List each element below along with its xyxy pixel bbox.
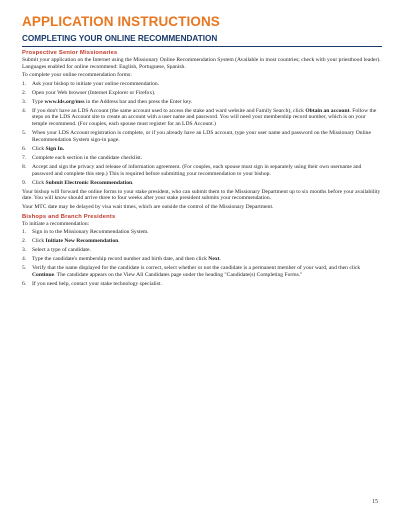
list-item-number: 7.: [22, 154, 27, 161]
list-item: [22, 180, 382, 187]
list-item-text-tail: .: [219, 255, 221, 262]
list-item-text: When your LDS Account registration is complete, or if you already have an LDS account, type your user name and password on the Missionary Online Recommendation System sign-in page.: [32, 130, 371, 143]
list-item-text: Complete each section in the candidate checklist.: [32, 154, 143, 161]
list-item-number: 1.: [22, 229, 27, 236]
list-item-text: Ask your bishop to initiate your online recommendation.: [32, 80, 160, 87]
list-item: [22, 99, 382, 106]
list-item-text-tail: . Follow the steps on the LDS Account site to create an account with a user name and password. You will need your membership record number, which is on your temple recommend. (For couples, each spouse must register for an LDS Account.): [32, 107, 377, 128]
list-item-number: 1.: [22, 80, 27, 87]
list-item: [22, 281, 382, 288]
list-item-text-tail: .: [132, 179, 134, 186]
list-item-emphasis: Next: [208, 255, 220, 262]
list-item-number: 5.: [22, 264, 27, 271]
list-item-text: Select a type of candidate.: [32, 246, 91, 253]
section-heading-missionaries: Prospective Senior Missionaries: [22, 50, 118, 56]
list-item-text: If you need help, contact your stake technology specialist.: [32, 280, 162, 287]
intro-paragraph: Submit your application on the Internet using the Missionary Online Recommendation System (Available in most countries; check with your priesthood leader). Languages enabled for online recommend: English, Portuguese, Spanish.: [22, 57, 381, 70]
list-item-number: 4.: [22, 107, 27, 114]
list-item-emphasis: Obtain an account: [305, 107, 350, 114]
list-item-number: 3.: [22, 98, 27, 105]
list-item-emphasis: Continue: [32, 271, 55, 278]
list-item-emphasis: www.lds.org/mss: [44, 98, 85, 105]
list-item-text: Click: [32, 145, 46, 152]
list-item-text: Click: [32, 179, 46, 186]
list-item-emphasis: Sign In.: [45, 145, 65, 152]
list-item-text-tail: .: [118, 238, 120, 245]
list-item-text: Type the candidate's membership record number and birth date, and then click: [32, 255, 209, 262]
list-item: [22, 247, 382, 254]
page: [22, 14, 382, 290]
list-item: [22, 130, 382, 144]
list-item-number: 6.: [22, 145, 27, 152]
list-item-number: 5.: [22, 130, 27, 137]
lead-paragraph: To complete your online recommendation forms:: [22, 72, 132, 79]
list-item-emphasis: Initiate New Recommendation: [45, 238, 119, 245]
list-item-text: Open your Web browser (Internet Explorer or Firefox).: [32, 89, 156, 96]
list-item: [22, 81, 382, 88]
list-item: [22, 155, 382, 162]
page-title: APPLICATION INSTRUCTIONS: [22, 14, 220, 29]
list-item-number: 2.: [22, 238, 27, 245]
list-item-text: Type: [32, 98, 45, 105]
list-item-emphasis: Submit Electronic Recommendation: [45, 179, 133, 186]
list-item-text: Click: [32, 238, 46, 245]
missionary-steps-list: [22, 81, 382, 187]
list-item-number: 2.: [22, 89, 27, 96]
list-item-text: Verify that the name displayed for the candidate is correct, select whether or not the candidate is a permanent member of your ward, and then click: [32, 264, 361, 271]
list-item: [22, 146, 382, 153]
list-item-text: Accept and sign the privacy and release of information agreement. (For couples, each spouse must sign in separately using their own username and password and complete this step.) This is required before submitting your recommendation to your bishop.: [32, 163, 362, 177]
page-number: 15: [372, 499, 378, 505]
bishop-steps-list: [22, 229, 382, 287]
list-item: [22, 229, 382, 236]
list-item-number: 9.: [22, 179, 27, 186]
closing-paragraph-2: Your MTC date may be delayed by visa wait times, which are outside the control of the Missionary Department.: [22, 203, 274, 210]
list-item-text-tail: in the Address bar and then press the Enter key.: [84, 98, 193, 105]
list-item: [22, 265, 382, 279]
list-item: [22, 108, 382, 129]
list-item-number: 4.: [22, 255, 27, 262]
list-item: [22, 238, 382, 245]
list-item-text: Sign in to the Missionary Recommendation System.: [32, 229, 149, 236]
list-item-text-tail: . The candidate appears on the View All Candidates page under the heading "Candidate(s) Completing Forms.": [54, 271, 303, 278]
list-item-number: 3.: [22, 246, 27, 253]
list-item-text: If you don't have an LDS Account (the same account used to access the stake and ward website and Family Search), click: [32, 107, 306, 114]
list-item-number: 8.: [22, 163, 27, 170]
page-subtitle: COMPLETING YOUR ONLINE RECOMMENDATION: [22, 34, 382, 47]
list-item: [22, 164, 382, 178]
list-item: [22, 90, 382, 97]
section-heading-bishops: Bishops and Branch Presidents: [22, 213, 116, 220]
list-item: [22, 256, 382, 263]
bishops-lead-paragraph: To initiate a recommendation:: [22, 220, 90, 227]
closing-paragraph-1: Your bishop will forward the online forms to your stake president, who can submit them to the Missionary Department up to six months before your availability date. You will know should arrive three to four weeks after your stake president submits your recommendation.: [22, 188, 381, 202]
list-item-number: 6.: [22, 280, 27, 287]
